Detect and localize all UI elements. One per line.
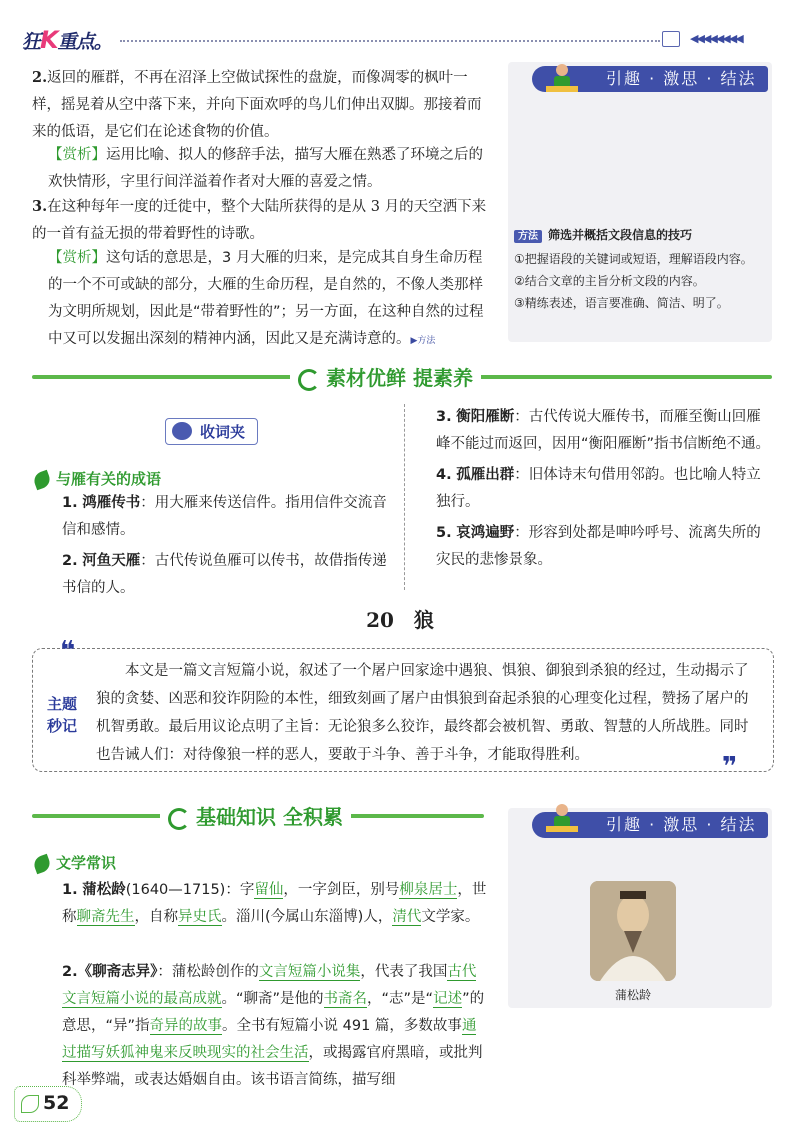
person-at-desk-icon [542, 802, 582, 840]
method-line: ③精练表述，语言要准确、简洁、明了。 [514, 296, 729, 310]
leaf-icon [32, 469, 53, 490]
idioms-right [436, 404, 772, 574]
literature-item-2: 2.《聊斋志异》：蒲松龄创作的文言短篇小说集，代表了我国古代文言短篇小说的最高成就。“聊斋”是他的书斋名，“志”是“记述”的意思，“异”指奇异的故事。全书有短篇小说 491 篇，多数故事通过描写妖狐神鬼来反映现实的社会生活，或揭露官府黑暗，或批判科举弊端，或表达婚姻自由。该书语言简练，描写细 [62, 964, 485, 1088]
person-at-desk-icon [542, 62, 582, 100]
idioms-title: 与雁有关的成语 [34, 468, 161, 489]
analysis-1: 【赏析】运用比喻、拟人的修辞手法，描写大雁在熟悉了环境之后的欢快情形，字里行间洋溢着作者对大雁的喜爱之情。 [48, 147, 483, 190]
side-card-hint [508, 62, 772, 342]
collect-label: 收词夹 [165, 418, 258, 445]
portrait-image [590, 881, 676, 981]
list-item: 1. 鸿雁传书：用大雁来传送信件。指用信件交流音信和感情。 [62, 495, 387, 538]
idioms-left [62, 490, 392, 602]
list-item: 3. 衡阳雁断：古代传说大雁传书，而雁至衡山回雁峰不能过而返回，因用“衡阳雁断”指书信断绝不通。 [436, 409, 771, 452]
column-divider [404, 404, 405, 590]
method-link[interactable]: ▶方法 [410, 336, 436, 346]
brand-logo: 狂K重点。 [22, 26, 112, 54]
method-line: ①把握语段的关键词或短语，理解语段内容。 [514, 252, 753, 266]
swirl-icon [298, 369, 320, 391]
side-card-title: 引趣 · 激思 · 结法 [532, 66, 768, 92]
theme-text: 本文是一篇文言短篇小说，叙述了一个屠户回家途中遇狼、惧狼、御狼到杀狼的经过，生动揭示了狼的贪婪、凶恶和狡诈阴险的本性，细致刻画了屠户由惧狼到奋起杀狼的心理变化过程，赞扬了屠户的机智勇敢。最后用议论点明了主旨：无论狼多么狡诈，最终都会被机智、勇敢、智慧的人所战胜。同时也告诫人们：对待像狼一样的恶人，要敢于斗争、善于斗争，才能取得胜利。 [96, 663, 749, 763]
leaf-icon [32, 853, 53, 874]
literature-title: 文学常识 [34, 852, 116, 873]
quote-item-2: 2.返回的雁群，不再在沼泽上空做试探性的盘旋，而像凋零的枫叶一样，摇晃着从空中落下来，并向下面欢呼的鸟儿们伸出双脚。那接着而来的低语，是它们在论述食物的价值。 [32, 69, 482, 140]
portrait-caption: 蒲松龄 [614, 988, 651, 1002]
folder-icon [172, 422, 192, 440]
literature-item-1: 1. 蒲松龄(1640—1715)：字留仙，一字剑臣，别号柳泉居士，世称聊斋先生，自称异史氏。淄川(今属山东淄博)人，清代文学家。 [62, 882, 487, 925]
method-box: 方法 筛选并概括文段信息的技巧 ①把握语段的关键词或短语，理解语段内容。 ②结合文章的主旨分析文段的内容。 ③精练表述，语言要准确、简洁、明了。 [514, 224, 770, 314]
list-item: 4. 孤雁出群：旧体诗末句借用邻韵。也比喻人特立独行。 [436, 467, 761, 510]
side-card-title: 引趣 · 激思 · 结法 [532, 812, 768, 838]
section-title: 基础知识 全积累 [160, 801, 351, 830]
section-title: 素材优鲜 提素养 [290, 362, 481, 391]
quote-item-3: 3.在这种每年一度的迁徙中，整个大陆所获得的是从 3 月的天空洒下来的一首有益无损的带着野性的诗歌。 [32, 198, 487, 242]
page-number-badge: 52 [14, 1086, 82, 1122]
lesson-title: 20 狼 [366, 608, 434, 632]
side-card-hint [508, 808, 772, 1008]
leaf-icon [21, 1095, 39, 1113]
method-line: ②结合文章的主旨分析文段的内容。 [514, 274, 705, 288]
header-box-icon [662, 31, 680, 47]
header-divider [120, 40, 660, 42]
close-quote-icon: ❞ [722, 752, 738, 782]
list-item: 5. 哀鸿遍野：形容到处都是呻吟呼号、流离失所的灾民的悲惨景象。 [436, 525, 761, 568]
swirl-icon [168, 808, 190, 830]
method-tag: 方法 [514, 230, 542, 243]
theme-label: 主题 秒记 [46, 695, 77, 735]
top-passage [32, 64, 488, 146]
analysis-2: 【赏析】这句话的意思是，3 月大雁的归来，是完成其自身生命历程的一个不可或缺的部分，大雁的生命历程，是自然的，不像人类那样为文明所规划，因此是“带着野性的”；另一方面，在这种自然的过程中又可以发掘出深刻的精神内涵，因此又是充满诗意的。▶方法 [48, 250, 484, 347]
open-quote-icon: ❝ [60, 636, 76, 666]
list-item: 2. 河鱼天雁：古代传说鱼雁可以传书，故借指传递书信的人。 [62, 553, 387, 596]
header-arrows-icon: ◀◀◀◀◀◀◀◀ [690, 32, 742, 45]
